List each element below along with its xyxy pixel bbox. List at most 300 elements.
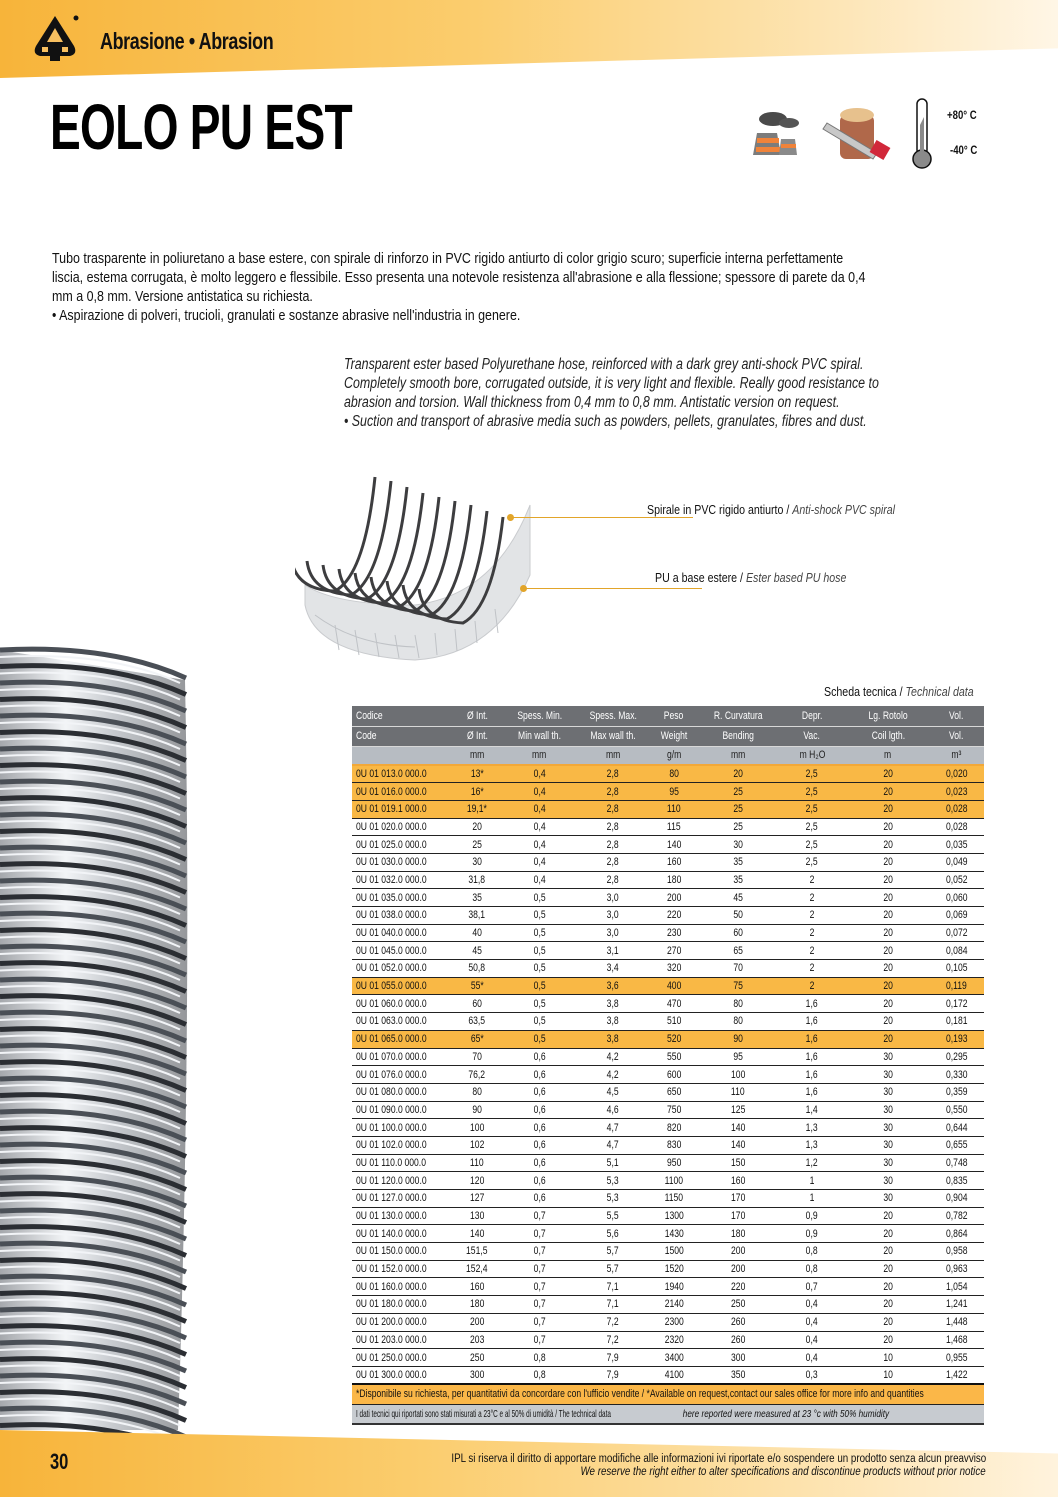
table-cell	[452, 1349, 502, 1367]
hose-structure-diagram	[295, 465, 535, 665]
table-cell	[352, 1207, 452, 1225]
table-cell	[777, 1154, 847, 1172]
table-cell	[577, 1119, 649, 1137]
table-cell	[847, 960, 929, 978]
description-it-line: mm a 0,8 mm. Versione antistatica su richiesta.	[52, 288, 313, 305]
cell-text: 2,8	[607, 820, 619, 833]
table-row	[352, 871, 984, 889]
table-cell	[699, 1207, 777, 1225]
table-cell	[777, 1296, 847, 1314]
cell-text: 2,8	[607, 785, 619, 798]
cell-text: 4,7	[607, 1121, 619, 1134]
table-cell	[777, 1190, 847, 1208]
table-cell	[649, 726, 699, 746]
table-cell	[352, 995, 452, 1013]
table-cell	[847, 1172, 929, 1190]
cell-text: 0,5	[533, 891, 546, 904]
cell-text: 820	[666, 1121, 682, 1134]
table-row	[352, 1260, 984, 1278]
cell-text: 102	[469, 1139, 485, 1152]
table-cell	[699, 726, 777, 746]
table-cell	[777, 1349, 847, 1367]
table-cell	[452, 1278, 502, 1296]
table-cell	[649, 995, 699, 1013]
cell-text: 2,5	[806, 856, 818, 869]
availability-note-text: *Disponibile su richiesta, per quantitativi da concordare con l'ufficio vendite / *Available on request,contact our sales office for more info and quantities	[356, 1388, 924, 1401]
cell-text: 1,241	[945, 1298, 968, 1311]
table-cell	[352, 960, 452, 978]
cell-text: 0U 01 080.0 000.0	[356, 1086, 427, 1099]
cell-text: 0,6	[533, 1103, 546, 1116]
cell-text: 0U 01 140.0 000.0	[356, 1227, 427, 1240]
cell-text: 20	[472, 820, 482, 833]
cell-text: 0U 01 200.0 000.0	[356, 1316, 427, 1329]
cell-text: 20	[883, 1263, 893, 1276]
table-row	[352, 924, 984, 942]
table-cell	[502, 853, 577, 871]
table-cell	[699, 1243, 777, 1261]
table-cell	[649, 1278, 699, 1296]
cell-text: 20	[883, 1210, 893, 1223]
table-cell	[452, 995, 502, 1013]
table-cell	[577, 1048, 649, 1066]
table-cell	[777, 1030, 847, 1048]
cell-text: 2300	[664, 1316, 684, 1329]
table-cell	[502, 1172, 577, 1190]
table-cell	[649, 1207, 699, 1225]
table-cell	[502, 889, 577, 907]
cell-text: 20	[883, 1333, 893, 1346]
table-cell	[929, 1101, 984, 1119]
cell-text: 125	[730, 1103, 746, 1116]
table-cell	[352, 836, 452, 854]
table-cell	[649, 1331, 699, 1349]
table-cell	[929, 726, 984, 746]
table-row	[352, 1172, 984, 1190]
table-cell	[929, 1349, 984, 1367]
table-cell	[699, 765, 777, 783]
table-row	[352, 1101, 984, 1119]
cell-text: 80	[733, 997, 743, 1010]
table-cell	[577, 1225, 649, 1243]
table-cell	[352, 1048, 452, 1066]
cell-text: 7,2	[607, 1316, 619, 1329]
table-cell	[502, 1260, 577, 1278]
table-cell	[577, 1190, 649, 1208]
table-cell	[847, 924, 929, 942]
table-cell	[352, 1260, 452, 1278]
table-cell	[929, 1119, 984, 1137]
cell-text: 270	[666, 944, 682, 957]
application-icons	[745, 95, 995, 175]
cell-text: 0,028	[945, 820, 968, 833]
table-cell	[777, 924, 847, 942]
cell-text: 65	[733, 944, 743, 957]
cell-text: 50	[733, 909, 743, 922]
table-header-italian	[352, 706, 984, 726]
table-cell	[502, 1313, 577, 1331]
cell-text: 20	[883, 768, 893, 781]
table-cell	[352, 1313, 452, 1331]
table-cell	[847, 1119, 929, 1137]
cell-text: 0U 01 180.0 000.0	[356, 1298, 427, 1311]
table-row	[352, 942, 984, 960]
cell-text: 5,5	[607, 1210, 619, 1223]
cell-text: 7,2	[607, 1333, 619, 1346]
cell-text: 470	[666, 997, 682, 1010]
cell-text: 2,8	[607, 873, 619, 886]
table-cell	[699, 800, 777, 818]
cell-text: 0U 01 016.0 000.0	[356, 785, 427, 798]
table-cell	[649, 783, 699, 801]
table-cell	[649, 1066, 699, 1084]
cell-text: 160	[666, 856, 682, 869]
cell-text: 20	[733, 768, 743, 781]
table-cell	[352, 783, 452, 801]
table-cell	[649, 1349, 699, 1367]
cell-text: 140	[469, 1227, 485, 1240]
table-cell	[502, 907, 577, 925]
cell-text: Vol.	[949, 709, 964, 722]
cell-text: 1	[809, 1174, 815, 1187]
table-cell	[699, 1172, 777, 1190]
table-cell	[352, 889, 452, 907]
table-cell	[649, 853, 699, 871]
table-cell	[577, 726, 649, 746]
table-cell	[649, 706, 699, 726]
table-row	[352, 1313, 984, 1331]
cell-text: 230	[666, 927, 682, 940]
table-cell	[929, 1243, 984, 1261]
cell-text: 0,864	[945, 1227, 968, 1240]
table-cell	[699, 942, 777, 960]
table-cell	[777, 1225, 847, 1243]
table-cell	[452, 889, 502, 907]
table-cell	[352, 942, 452, 960]
table-cell	[577, 1366, 649, 1384]
cell-text: 0,8	[806, 1245, 818, 1258]
cell-text: 0,8	[533, 1351, 546, 1364]
cell-text: 90	[733, 1033, 743, 1046]
table-cell	[847, 1190, 929, 1208]
cell-text: 0,7	[533, 1210, 546, 1223]
cell-text: 0U 01 120.0 000.0	[356, 1174, 427, 1187]
thermometer-icon	[913, 99, 931, 168]
table-cell	[452, 836, 502, 854]
cell-text: 20	[883, 820, 893, 833]
cell-text: 1,054	[945, 1280, 968, 1293]
cell-text: 10	[883, 1368, 893, 1381]
cell-text: 25	[733, 803, 743, 816]
note-cell	[352, 1404, 984, 1424]
table-cell	[699, 1030, 777, 1048]
table-cell	[929, 706, 984, 726]
table-cell	[577, 924, 649, 942]
table-cell	[699, 1119, 777, 1137]
table-cell	[929, 1260, 984, 1278]
cell-text: 3,0	[607, 909, 619, 922]
conditions-note-text	[356, 1408, 889, 1420]
cell-text: Max wall th.	[590, 730, 636, 742]
table-cell	[847, 1066, 929, 1084]
cell-text: 1	[809, 1192, 815, 1205]
table-cell	[847, 853, 929, 871]
disclaimer-english: We reserve the right either to alter specifications and discontinue products without prior notice	[580, 1466, 986, 1478]
cell-text: 0,330	[945, 1068, 968, 1081]
table-cell	[929, 1083, 984, 1101]
cell-text: 31,8	[468, 873, 486, 886]
cell-text: 1430	[664, 1227, 684, 1240]
cell-text: 0,7	[533, 1227, 546, 1240]
cell-text: 115	[667, 820, 681, 833]
table-cell	[847, 1243, 929, 1261]
table-cell	[577, 960, 649, 978]
cell-text: 0U 01 250.0 000.0	[356, 1351, 427, 1364]
description-it-line: Tubo trasparente in poliuretano a base estere, con spirale di rinforzo in PVC rigido antiurto di color grigio scuro; superficie interna perfettamente	[52, 250, 844, 267]
table-cell	[452, 1313, 502, 1331]
table-cell	[777, 960, 847, 978]
table-row	[352, 1243, 984, 1261]
table-cell	[649, 1225, 699, 1243]
cell-text: 2,8	[607, 803, 619, 816]
cell-text: 30	[883, 1156, 893, 1169]
cell-text: 0U 01 040.0 000.0	[356, 927, 427, 940]
table-cell	[649, 871, 699, 889]
table-cell	[577, 1172, 649, 1190]
table-cell	[649, 889, 699, 907]
section-title: Abrasione • Abrasion	[100, 28, 274, 54]
table-cell	[577, 1278, 649, 1296]
cell-text: 0U 01 030.0 000.0	[356, 856, 427, 869]
cell-text: 180	[730, 1227, 746, 1240]
table-cell	[577, 1030, 649, 1048]
table-cell	[699, 706, 777, 726]
table-cell	[352, 1083, 452, 1101]
table-cell	[649, 907, 699, 925]
table-cell	[777, 836, 847, 854]
table-cell	[777, 1243, 847, 1261]
cell-text: 2140	[664, 1298, 684, 1311]
table-cell	[847, 800, 929, 818]
table-cell	[502, 1296, 577, 1314]
table-cell	[777, 1172, 847, 1190]
cell-text: 160	[730, 1174, 746, 1187]
table-row	[352, 1366, 984, 1384]
table-cell	[577, 1066, 649, 1084]
cell-text: 70	[733, 962, 743, 975]
cell-text: 0,4	[533, 873, 546, 886]
cell-text: 0,6	[533, 1050, 546, 1063]
cell-text: 65*	[470, 1033, 484, 1046]
table-cell	[649, 1101, 699, 1119]
table-cell	[452, 853, 502, 871]
table-cell	[929, 1172, 984, 1190]
table-cell	[452, 1331, 502, 1349]
table-cell	[352, 1136, 452, 1154]
factory-smoke-icon	[753, 112, 799, 155]
min-temperature: -40° C	[950, 143, 978, 157]
table-row	[352, 1278, 984, 1296]
cell-text: 110	[731, 1086, 745, 1099]
table-cell	[777, 726, 847, 746]
table-cell	[847, 783, 929, 801]
cell-text: 152,4	[466, 1263, 488, 1276]
table-cell	[577, 1154, 649, 1172]
cell-text: m H₂O	[799, 749, 825, 762]
table-row	[352, 853, 984, 871]
cell-text: 140	[730, 1139, 746, 1152]
table-cell	[452, 1172, 502, 1190]
cell-text: 300	[730, 1351, 746, 1364]
cell-text: 2,5	[806, 768, 818, 781]
cell-text: 35	[733, 873, 743, 886]
table-cell	[699, 1331, 777, 1349]
table-cell	[777, 706, 847, 726]
table-cell	[352, 746, 452, 765]
cell-text: 260	[730, 1316, 746, 1329]
ipl-logo-icon	[30, 14, 80, 62]
table-cell	[452, 871, 502, 889]
table-cell	[777, 818, 847, 836]
table-cell	[929, 1225, 984, 1243]
cell-text: Code	[356, 730, 377, 742]
table-cell	[929, 836, 984, 854]
table-cell	[847, 765, 929, 783]
cell-text: 55*	[470, 980, 484, 993]
table-cell	[929, 977, 984, 995]
cell-text: 5,3	[607, 1192, 619, 1205]
cell-text: 0U 01 020.0 000.0	[356, 820, 427, 833]
table-cell	[502, 800, 577, 818]
table-cell	[577, 977, 649, 995]
cell-text: Spess. Min.	[517, 709, 562, 722]
cell-text: 0,072	[945, 927, 968, 940]
table-cell	[502, 1331, 577, 1349]
table-cell	[452, 942, 502, 960]
cell-text: 0U 01 019.1 000.0	[356, 803, 427, 816]
table-cell	[847, 836, 929, 854]
table-cell	[352, 800, 452, 818]
table-cell	[699, 818, 777, 836]
cell-text: 2	[809, 909, 815, 922]
table-cell	[929, 871, 984, 889]
table-cell	[929, 907, 984, 925]
cell-text: 20	[883, 909, 893, 922]
table-cell	[929, 1190, 984, 1208]
table-cell	[352, 726, 452, 746]
cell-text: 0,023	[945, 785, 968, 798]
cell-text: 0,9	[806, 1210, 818, 1223]
table-cell	[502, 960, 577, 978]
cell-text: 30	[883, 1086, 893, 1099]
cell-text: 20	[883, 944, 893, 957]
table-cell	[929, 1013, 984, 1031]
cell-text: 30	[733, 838, 743, 851]
table-cell	[649, 800, 699, 818]
table-cell	[847, 1260, 929, 1278]
cell-text: 3,0	[607, 891, 619, 904]
cell-text: 950	[666, 1156, 682, 1169]
table-cell	[847, 1154, 929, 1172]
table-row	[352, 1013, 984, 1031]
description-en-line: abrasion and torsion. Wall thickness from 0,4 mm to 0,8 mm. Antistatic version on request.	[344, 394, 840, 411]
table-cell	[452, 726, 502, 746]
table-cell	[847, 818, 929, 836]
cell-text: Bending	[722, 730, 754, 742]
cell-text: 20	[883, 1245, 893, 1258]
table-row	[352, 800, 984, 818]
cell-text: 0,4	[533, 768, 546, 781]
table-cell	[699, 1136, 777, 1154]
cell-text: Vac.	[803, 730, 821, 742]
table-cell	[847, 1136, 929, 1154]
cell-text: 2,5	[806, 803, 818, 816]
cell-text: 0,172	[945, 997, 968, 1010]
cell-text: 0,7	[806, 1280, 818, 1293]
cell-text: 0U 01 300.0 000.0	[356, 1368, 427, 1381]
table-cell	[649, 1030, 699, 1048]
cell-text: 4100	[664, 1368, 684, 1381]
cell-text: 1,6	[806, 1050, 818, 1063]
table-row	[352, 783, 984, 801]
cell-text: 520	[666, 1033, 682, 1046]
table-cell	[452, 800, 502, 818]
table-cell	[929, 1331, 984, 1349]
table-cell	[352, 765, 452, 783]
table-cell	[502, 818, 577, 836]
table-cell	[699, 977, 777, 995]
table-cell	[502, 1190, 577, 1208]
table-cell	[352, 1349, 452, 1367]
cell-text: 20	[883, 1033, 893, 1046]
cell-text: 3,0	[607, 927, 619, 940]
table-cell	[929, 1136, 984, 1154]
cell-text: 3,4	[607, 962, 619, 975]
cell-text: Ø Int.	[466, 730, 488, 742]
table-cell	[847, 1331, 929, 1349]
table-cell	[847, 977, 929, 995]
cell-text: Codice	[356, 709, 383, 722]
cell-text: 250	[730, 1298, 746, 1311]
table-cell	[699, 783, 777, 801]
description-italian	[52, 249, 965, 325]
cell-text: 0,5	[533, 1033, 546, 1046]
table-cell	[847, 889, 929, 907]
cell-text: 0,7	[533, 1298, 546, 1311]
cell-text: 0,550	[945, 1103, 968, 1116]
table-cell	[649, 818, 699, 836]
table-cell	[577, 942, 649, 960]
table-cell	[777, 1207, 847, 1225]
cell-text: 170	[730, 1210, 746, 1223]
table-cell	[352, 1331, 452, 1349]
cell-text: 45	[733, 891, 743, 904]
cell-text: 35	[733, 856, 743, 869]
cell-text: Vol.	[949, 730, 964, 742]
cell-text: 0,084	[945, 944, 968, 957]
cell-text: 0,5	[533, 927, 546, 940]
description-it-line: liscia, estema corrugata, è molto leggero e flessibile. Esso presenta una notevole resistenza all'abrasione e alla flessione; spessore di parete da 0,4	[52, 269, 866, 286]
cell-text: 3,8	[607, 997, 619, 1010]
cell-text: 220	[666, 909, 682, 922]
table-cell	[699, 1278, 777, 1296]
cell-text: 0U 01 102.0 000.0	[356, 1139, 427, 1152]
cell-text: 60	[472, 997, 482, 1010]
cell-text: 0,5	[533, 1015, 546, 1028]
table-cell	[699, 924, 777, 942]
table-cell	[777, 1083, 847, 1101]
table-cell	[929, 1066, 984, 1084]
